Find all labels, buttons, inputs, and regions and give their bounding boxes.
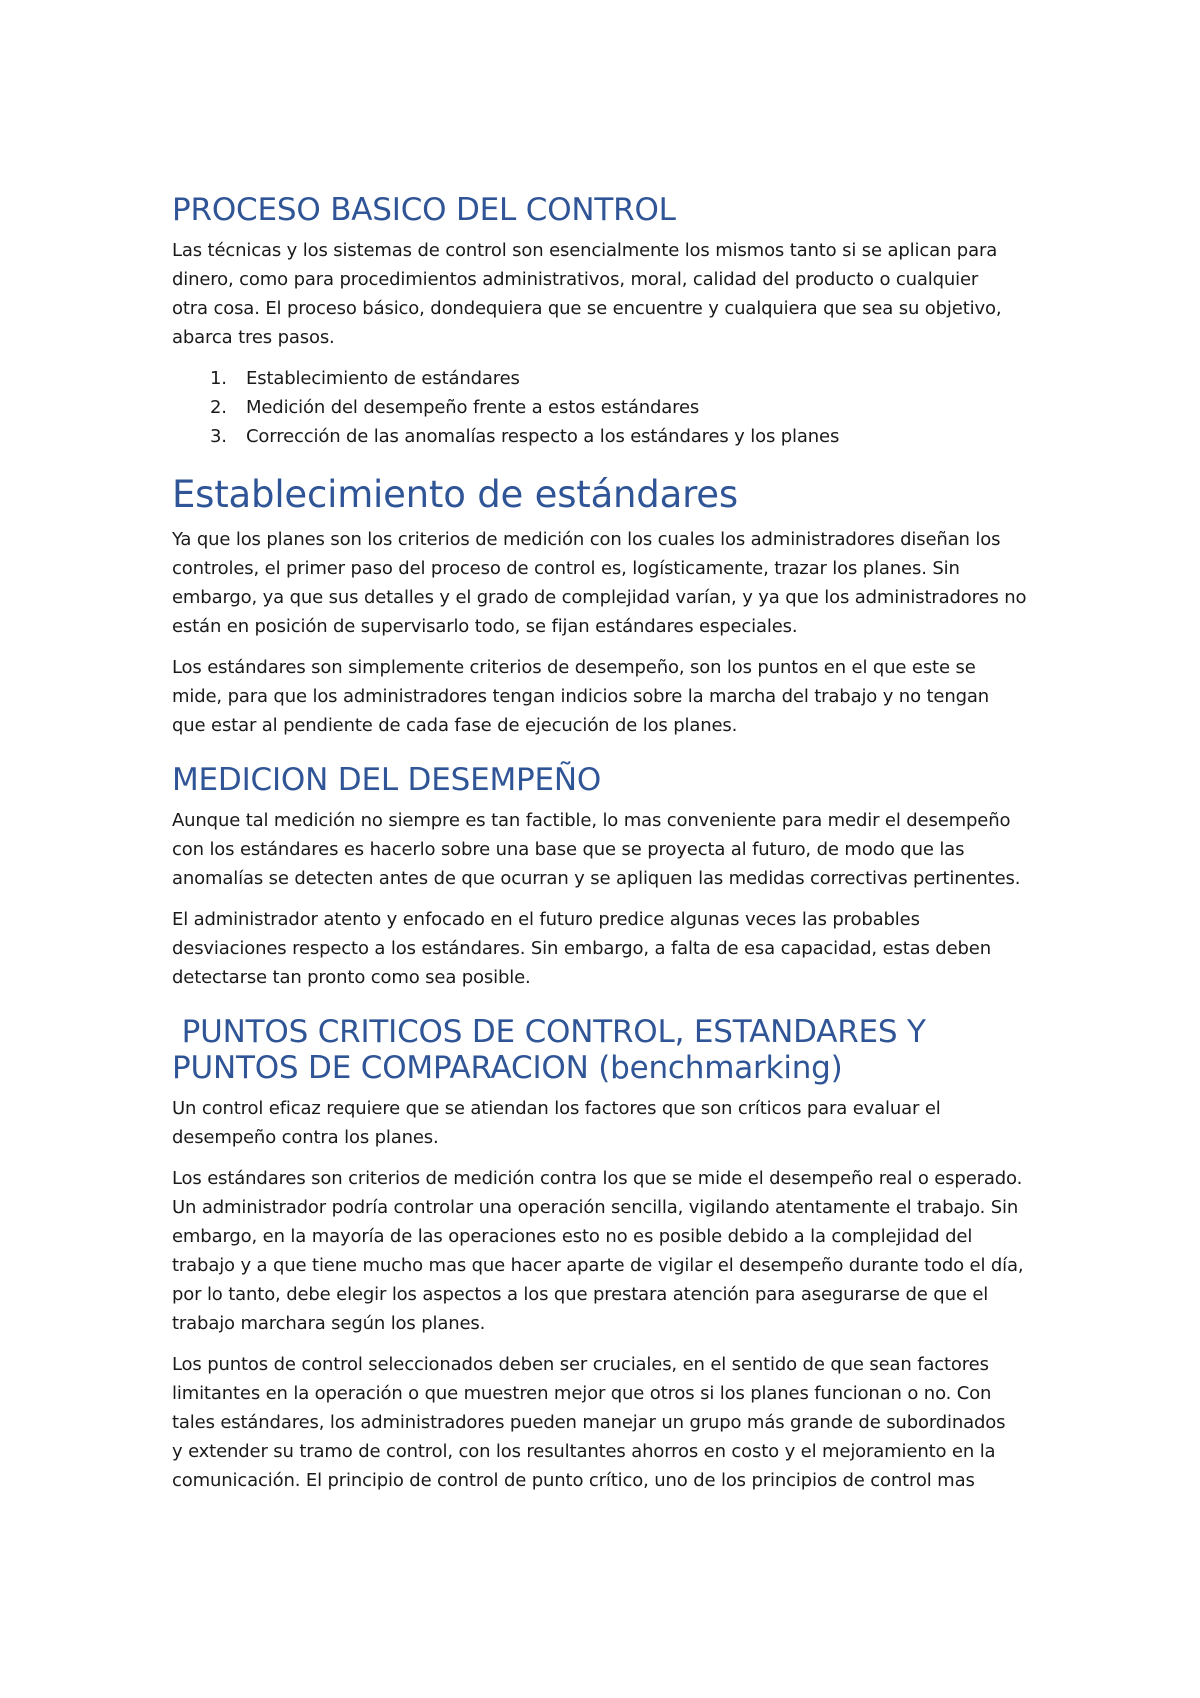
text-line: tales estándares, los administradores pueden manejar un grupo más grande de subordinados <box>172 1412 1006 1433</box>
list-item <box>172 393 1042 422</box>
text-line: El administrador atento y enfocado en el futuro predice algunas veces las probables <box>172 909 920 930</box>
list-item-text: Establecimiento de estándares <box>246 368 520 389</box>
text-line: Un control eficaz requiere que se atiendan los factores que son críticos para evaluar el <box>172 1098 941 1119</box>
text-line: controles, el primer paso del proceso de control es, logísticamente, trazar los planes. Sin <box>172 558 960 579</box>
steps-list <box>172 364 1042 451</box>
text-line: que estar al pendiente de cada fase de ejecución de los planes. <box>172 715 738 736</box>
text-line: dinero, como para procedimientos administrativos, moral, calidad del producto o cualquier <box>172 269 979 290</box>
heading-line: PUNTOS CRITICOS DE CONTROL, ESTANDARES Y <box>172 1014 926 1050</box>
heading-establecimiento: Establecimiento de estándares <box>172 473 738 516</box>
text-line: por lo tanto, debe elegir los aspectos a los que prestara atención para asegurarse de que el <box>172 1284 989 1305</box>
text-line: y extender su tramo de control, con los resultantes ahorros en costo y el mejoramiento en la <box>172 1441 996 1462</box>
list-number: 2. <box>210 397 227 418</box>
text-line: otra cosa. El proceso básico, dondequiera que se encuentre y cualquiera que sea su objetivo, <box>172 298 1002 319</box>
text-line: Los puntos de control seleccionados deben ser cruciales, en el sentido de que sean factores <box>172 1354 989 1375</box>
paragraph <box>172 1164 1042 1338</box>
text-line: Ya que los planes son los criterios de medición con los cuales los administradores diseñan los <box>172 529 1001 550</box>
text-line: mide, para que los administradores tengan indicios sobre la marcha del trabajo y no tengan <box>172 686 990 707</box>
text-line: desviaciones respecto a los estándares. Sin embargo, a falta de esa capacidad, estas deben <box>172 938 991 959</box>
text-line: embargo, ya que sus detalles y el grado de complejidad varían, y ya que los administradores no <box>172 587 1027 608</box>
list-number: 3. <box>210 426 227 447</box>
text-line: detectarse tan pronto como sea posible. <box>172 967 531 988</box>
document-page <box>172 192 1042 1495</box>
text-line: están en posición de supervisarlo todo, se fijan estándares especiales. <box>172 616 798 637</box>
text-line: Los estándares son simplemente criterios de desempeño, son los puntos en el que este se <box>172 657 976 678</box>
text-line: anomalías se detecten antes de que ocurran y se apliquen las medidas correctivas pertinentes. <box>172 868 1021 889</box>
list-item-text: Medición del desempeño frente a estos estándares <box>246 397 700 418</box>
text-line: trabajo marchara según los planes. <box>172 1313 486 1334</box>
text-line: Un administrador podría controlar una operación sencilla, vigilando atentamente el trabajo. Sin <box>172 1197 1019 1218</box>
text-line: con los estándares es hacerlo sobre una base que se proyecta al futuro, de modo que las <box>172 839 965 860</box>
list-item <box>172 422 1042 451</box>
paragraph <box>172 653 1042 740</box>
list-number: 1. <box>210 368 227 389</box>
paragraph <box>172 1350 1042 1495</box>
list-item <box>172 364 1042 393</box>
text-line: Las técnicas y los sistemas de control son esencialmente los mismos tanto si se aplican para <box>172 240 998 261</box>
paragraph <box>172 806 1042 893</box>
paragraph <box>172 525 1042 641</box>
paragraph-intro <box>172 236 1042 352</box>
heading-medicion: MEDICION DEL DESEMPEÑO <box>172 762 602 798</box>
text-line: trabajo y a que tiene mucho mas que hacer aparte de vigilar el desempeño durante todo el día, <box>172 1255 1024 1276</box>
text-line: Aunque tal medición no siempre es tan factible, lo mas conveniente para medir el desempeño <box>172 810 1011 831</box>
text-line: limitantes en la operación o que muestren mejor que otros si los planes funcionan o no. Con <box>172 1383 992 1404</box>
text-line: abarca tres pasos. <box>172 327 335 348</box>
text-line: embargo, en la mayoría de las operaciones esto no es posible debido a la complejidad del <box>172 1226 973 1247</box>
list-item-text: Corrección de las anomalías respecto a los estándares y los planes <box>246 426 840 447</box>
heading-puntos-criticos <box>172 1014 1042 1086</box>
text-line: Los estándares son criterios de medición contra los que se mide el desempeño real o esperado. <box>172 1168 1023 1189</box>
heading-proceso-basico: PROCESO BASICO DEL CONTROL <box>172 192 676 228</box>
heading-line: PUNTOS DE COMPARACION (benchmarking) <box>172 1050 843 1086</box>
paragraph <box>172 1094 1042 1152</box>
text-line: comunicación. El principio de control de punto crítico, uno de los principios de control mas <box>172 1470 975 1491</box>
text-line: desempeño contra los planes. <box>172 1127 439 1148</box>
paragraph <box>172 905 1042 992</box>
